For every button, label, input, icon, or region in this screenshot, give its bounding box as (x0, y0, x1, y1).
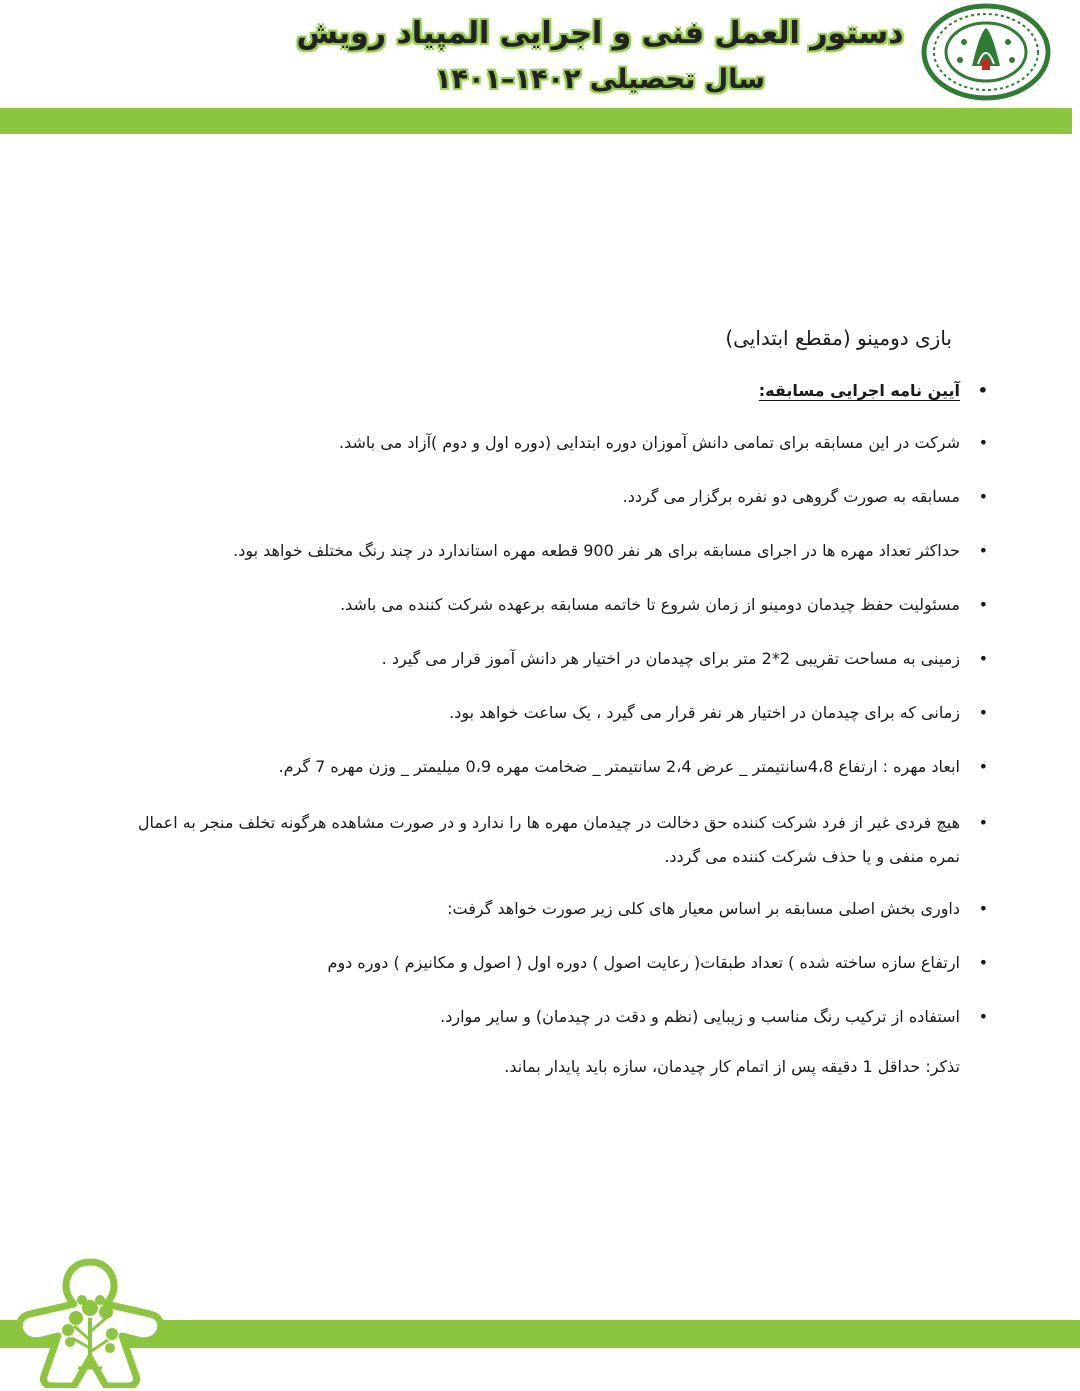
note-text: تذکر: حداقل 1 دقیقه پس از اتمام کار چیدمان، سازه باید پایدار بماند. (504, 1057, 960, 1076)
rules-list (130, 376, 988, 1032)
rules-heading (130, 376, 988, 406)
list-item (130, 590, 988, 620)
list-item (130, 894, 988, 924)
bullet-icon: • (978, 899, 988, 918)
title-line-1: دستور العمل فنی و اجرایی المپیاد رویش (296, 16, 904, 51)
bullet-icon: • (978, 595, 988, 614)
list-item (130, 1002, 988, 1032)
bullet-icon: • (978, 487, 988, 506)
bullet-icon: • (978, 953, 988, 972)
list-item (130, 536, 988, 566)
emblem-icon (920, 2, 1052, 102)
list-item-text: ارتفاع سازه ساخته شده ) تعداد طبقات( رعایت اصول ) دوره اول ( اصول و مکانیزم ) دوره دوم (327, 953, 960, 972)
list-item (130, 482, 988, 512)
document-body (130, 318, 988, 1082)
list-item-text: مسئولیت حفظ چیدمان دومینو از زمان شروع تا خاتمه مسابقه برعهده شرکت کننده می باشد. (340, 595, 960, 614)
list-item (130, 644, 988, 674)
list-item (130, 428, 988, 458)
bullet-icon: • (978, 433, 988, 452)
bullet-icon: • (977, 381, 988, 400)
list-item-text: حداکثر تعداد مهره ها در اجرای مسابقه برای هر نفر 900 قطعه مهره استاندارد در چند رنگ مختلف خواهد بود. (233, 541, 960, 560)
list-item (130, 698, 988, 728)
list-item-text: استفاده از ترکیب رنگ مناسب و زیبایی (نظم و دقت در چیدمان) و سایر موارد. (440, 1007, 960, 1026)
bullet-icon: • (978, 813, 988, 832)
header-bar (0, 108, 1072, 134)
bullet-icon: • (978, 757, 988, 776)
header-title (280, 14, 920, 100)
list-item (130, 948, 988, 978)
list-item-text: زمانی که برای چیدمان در اختیار هر نفر قرار می گیرد ، یک ساعت خواهد بود. (449, 703, 960, 722)
bullet-icon: • (978, 703, 988, 722)
list-item-text: ابعاد مهره : ارتفاع 4،8سانتیمتر _ عرض 2،4 سانتیمتر _ ضخامت مهره 0،9 میلیمتر _ وزن مهره 7 گرم. (278, 757, 960, 776)
title-line-2: سال تحصیلی ۱۴۰۲–۱۴۰۱ (435, 64, 765, 95)
document-title: بازی دومینو (مقطع ابتدایی) (725, 326, 952, 350)
list-item-text: داوری بخش اصلی مسابقه بر اساس معیار های کلی زیر صورت خواهد گرفت: (447, 899, 960, 918)
bullet-icon: • (978, 1007, 988, 1026)
list-item-text: هیچ فردی غیر از فرد شرکت کننده حق دخالت در چیدمان مهره ها را ندارد و در صورت مشاهده هرگونه تخلف منجر به اعمال نمره منفی و یا حذف شرکت کننده می گردد. (137, 813, 960, 866)
bullet-icon: • (978, 649, 988, 668)
list-item (130, 752, 988, 782)
bullet-icon: • (978, 541, 988, 560)
list-item (130, 806, 988, 874)
list-item-text: شرکت در این مسابقه برای تمامی دانش آموزان دوره ابتدایی (دوره اول و دوم )آزاد می باشد. (339, 433, 960, 452)
rules-heading-text: آیین نامه اجرایی مسابقه: (758, 381, 960, 400)
tree-meeple-logo (10, 1256, 170, 1388)
page-header (0, 0, 1080, 135)
list-item-text: مسابقه به صورت گروهی دو نفره برگزار می گردد. (622, 487, 960, 506)
list-item-text: زمینی به مساحت تقریبی 2*2 متر برای چیدمان در اختیار هر دانش آموز قرار می گیرد . (381, 649, 960, 668)
